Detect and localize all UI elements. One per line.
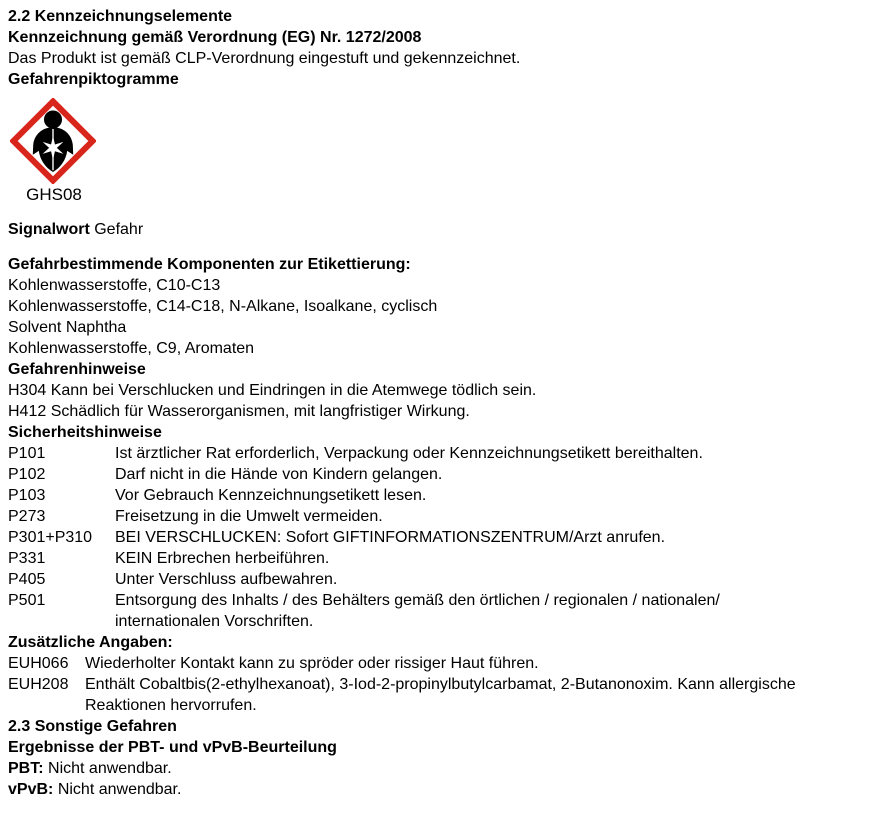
hazard-code: H304 bbox=[8, 382, 47, 399]
hazard-statement bbox=[8, 401, 876, 422]
ghs-pictogram-code: GHS08 bbox=[26, 185, 82, 204]
precautionary-text: Freisetzung in die Umwelt vermeiden. bbox=[115, 508, 383, 525]
precautionary-text: KEIN Erbrechen herbeiführen. bbox=[115, 550, 330, 567]
precautionary-text: Vor Gebrauch Kennzeichnungsetikett lesen. bbox=[115, 487, 427, 504]
component-item: Kohlenwasserstoffe, C10-C13 bbox=[8, 277, 221, 294]
labelling-regulation-subheading: Kennzeichnung gemäß Verordnung (EG) Nr. 1272/2008 bbox=[8, 29, 422, 46]
section-2-2-heading: 2.2 Kennzeichnungselemente bbox=[8, 8, 233, 25]
additional-statement bbox=[8, 653, 876, 674]
section-2-3-heading: 2.3 Sonstige Gefahren bbox=[8, 718, 177, 735]
precautionary-statement bbox=[8, 464, 876, 485]
component-item: Kohlenwasserstoffe, C14-C18, N-Alkane, Isoalkane, cyclisch bbox=[8, 298, 438, 315]
additional-statement bbox=[8, 674, 876, 716]
pictograms-heading: Gefahrenpiktogramme bbox=[8, 71, 179, 88]
hazard-text: Schädlich für Wasserorganismen, mit langfristiger Wirkung. bbox=[50, 403, 470, 420]
euh-text: Enthält Cobaltbis(2-ethylhexanoat), 3-Iod-2-propinylbutylcarbamat, 2-Butanonoxim. Kann allergische Reaktionen hervorrufen. bbox=[85, 676, 796, 714]
component-item: Kohlenwasserstoffe, C9, Aromaten bbox=[8, 340, 255, 357]
pbt-result-line bbox=[8, 758, 876, 779]
precautionary-code: P103 bbox=[8, 487, 46, 504]
euh-code: EUH208 bbox=[8, 676, 69, 693]
hazard-text: Kann bei Verschlucken und Eindringen in die Atemwege tödlich sein. bbox=[50, 382, 537, 399]
hazard-statement bbox=[8, 380, 876, 401]
signal-word-value: Gefahr bbox=[94, 221, 144, 238]
precautionary-code: P102 bbox=[8, 466, 46, 483]
precautionary-code: P101 bbox=[8, 445, 46, 462]
precautionary-statement bbox=[8, 590, 876, 632]
hazard-code: H412 bbox=[8, 403, 47, 420]
precautionary-text: Ist ärztlicher Rat erforderlich, Verpackung oder Kennzeichnungsetikett bereithalten. bbox=[115, 445, 703, 462]
precautionary-text: Entsorgung des Inhalts / des Behälters gemäß den örtlichen / regionalen / nationalen/ internationalen Vorschriften. bbox=[115, 592, 720, 630]
signal-word-line bbox=[8, 219, 876, 240]
pbt-value: Nicht anwendbar. bbox=[48, 760, 172, 777]
euh-code: EUH066 bbox=[8, 655, 69, 672]
precautionary-text: Darf nicht in die Hände von Kindern gelangen. bbox=[115, 466, 443, 483]
hazard-statements-heading: Gefahrenhinweise bbox=[8, 361, 146, 378]
vpvb-label: vPvB: bbox=[8, 781, 54, 798]
precautionary-text: Unter Verschluss aufbewahren. bbox=[115, 571, 338, 588]
signal-word-label: Signalwort bbox=[8, 221, 90, 238]
ghs-pictogram-block bbox=[8, 98, 100, 205]
precautionary-code: P331 bbox=[8, 550, 46, 567]
precautionary-code: P301+P310 bbox=[8, 529, 93, 546]
precautionary-statement bbox=[8, 506, 876, 527]
pbt-vpvb-heading: Ergebnisse der PBT- und vPvB-Beurteilung bbox=[8, 739, 337, 756]
precautionary-code: P501 bbox=[8, 592, 46, 609]
precautionary-heading: Sicherheitshinweise bbox=[8, 424, 162, 441]
pbt-label: PBT: bbox=[8, 760, 44, 777]
precautionary-code: P405 bbox=[8, 571, 46, 588]
euh-text: Wiederholter Kontakt kann zu spröder oder rissiger Haut führen. bbox=[85, 655, 539, 672]
precautionary-statement bbox=[8, 485, 876, 506]
vpvb-value: Nicht anwendbar. bbox=[57, 781, 182, 798]
vpvb-result-line bbox=[8, 779, 876, 800]
components-heading: Gefahrbestimmende Komponenten zur Etikettierung: bbox=[8, 256, 411, 273]
precautionary-code: P273 bbox=[8, 508, 46, 525]
precautionary-text: BEI VERSCHLUCKEN: Sofort GIFTINFORMATIONSZENTRUM/Arzt anrufen. bbox=[115, 529, 666, 546]
precautionary-statement bbox=[8, 569, 876, 590]
clp-intro-text: Das Produkt ist gemäß CLP-Verordnung eingestuft und gekennzeichnet. bbox=[8, 50, 521, 67]
health-hazard-icon bbox=[10, 98, 96, 184]
precautionary-statement bbox=[8, 548, 876, 569]
precautionary-statement bbox=[8, 527, 876, 548]
precautionary-statement bbox=[8, 443, 876, 464]
additional-info-heading: Zusätzliche Angaben: bbox=[8, 634, 173, 651]
component-item: Solvent Naphtha bbox=[8, 319, 127, 336]
